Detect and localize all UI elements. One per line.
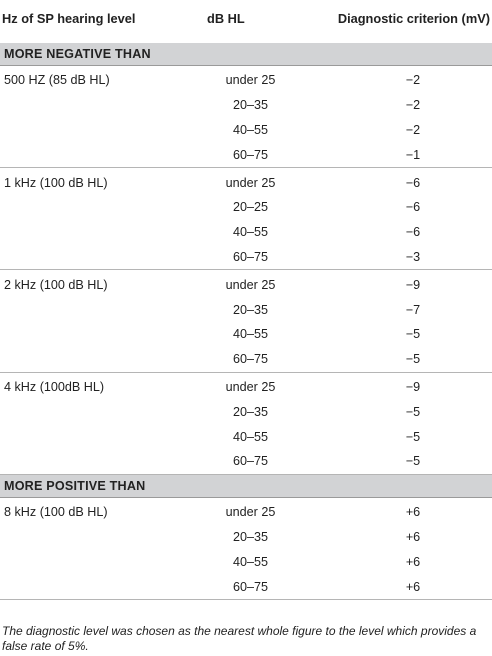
db-hl-cell: 20–35: [232, 404, 269, 419]
db-hl-cell: under 25: [225, 379, 276, 394]
table-row: [0, 93, 492, 118]
criterion-cell: −5: [405, 404, 421, 419]
table-row: [0, 525, 492, 550]
section-title: MORE NEGATIVE THAN: [0, 40, 492, 66]
frequency-cell: [0, 449, 193, 474]
table-row: [0, 372, 492, 399]
criterion-cell: −5: [405, 327, 421, 342]
db-hl-cell: 40–55: [232, 122, 269, 137]
frequency-cell: [0, 93, 193, 118]
frequency-cell: [0, 220, 193, 245]
db-hl-cell: 60–75: [193, 347, 328, 372]
frequency-cell: 2 kHz (100 dB HL): [4, 277, 108, 292]
criterion-cell: −7: [405, 302, 421, 317]
db-hl-cell: 40–55: [232, 554, 269, 569]
db-hl-cell: 60–75: [193, 245, 328, 270]
table-row: [0, 449, 492, 474]
db-hl-cell: 20–35: [232, 302, 269, 317]
frequency-cell: 1 kHz (100 dB HL): [4, 175, 108, 190]
db-hl-cell: 20–35: [232, 98, 269, 113]
criterion-cell: −1: [328, 142, 492, 167]
frequency-cell: 500 HZ (85 dB HL): [4, 73, 110, 88]
criterion-cell: +6: [405, 554, 421, 569]
header-db-hl: dB HL: [193, 0, 328, 40]
table-row: [0, 322, 492, 347]
db-hl-cell: 60–75: [193, 574, 328, 599]
header-criterion: Diagnostic criterion (mV): [328, 0, 492, 40]
frequency-cell: [0, 347, 193, 372]
criterion-cell: +6: [328, 574, 492, 599]
table-footnote: The diagnostic level was chosen as the nearest whole figure to the level which provides a false rate of 5%.: [2, 624, 477, 653]
table-row: [0, 220, 492, 245]
criterion-cell: −3: [328, 245, 492, 270]
table-row: [0, 549, 492, 574]
criterion-cell: −9: [405, 277, 421, 292]
criterion-cell: +6: [405, 529, 421, 544]
frequency-cell: 4 kHz (100dB HL): [4, 379, 105, 394]
table-row: [0, 142, 492, 167]
table-row: [0, 195, 492, 220]
table-row: [0, 297, 492, 322]
db-hl-cell: 60–75: [193, 142, 328, 167]
criterion-cell: −9: [405, 379, 421, 394]
frequency-cell: [0, 195, 193, 220]
frequency-cell: [0, 549, 193, 574]
criterion-cell: −2: [405, 98, 421, 113]
section-row: [0, 40, 492, 66]
criterion-cell: −2: [405, 122, 421, 137]
table-row: [0, 118, 492, 143]
criterion-cell: +6: [405, 505, 421, 520]
db-hl-cell: under 25: [225, 277, 276, 292]
db-hl-cell: under 25: [225, 175, 276, 190]
db-hl-cell: 40–55: [232, 429, 269, 444]
criterion-cell: −6: [405, 175, 421, 190]
table-row: [0, 168, 492, 195]
db-hl-cell: 40–55: [232, 225, 269, 240]
table-body: [0, 40, 492, 600]
table-row: [0, 497, 492, 524]
frequency-cell: 8 kHz (100 dB HL): [4, 505, 108, 520]
header-frequency: Hz of SP hearing level: [0, 0, 193, 40]
table-row: [0, 399, 492, 424]
frequency-cell: [0, 322, 193, 347]
frequency-cell: [0, 118, 193, 143]
criterion-cell: −6: [405, 200, 421, 215]
section-row: [0, 474, 492, 497]
table-row: [0, 245, 492, 270]
table-row: [0, 424, 492, 449]
section-title: MORE POSITIVE THAN: [0, 474, 492, 497]
frequency-cell: [0, 142, 193, 167]
frequency-cell: [0, 525, 193, 550]
frequency-cell: [0, 297, 193, 322]
frequency-cell: [0, 424, 193, 449]
frequency-cell: [0, 574, 193, 599]
db-hl-cell: 20–35: [232, 529, 269, 544]
criterion-cell: −6: [405, 225, 421, 240]
table-row: [0, 270, 492, 297]
table-row: [0, 347, 492, 372]
criterion-cell: −5: [328, 449, 492, 474]
db-hl-cell: under 25: [225, 505, 276, 520]
db-hl-cell: 20–25: [232, 200, 269, 215]
table-row: [0, 574, 492, 599]
frequency-cell: [0, 245, 193, 270]
db-hl-cell: 40–55: [232, 327, 269, 342]
criterion-cell: −5: [405, 429, 421, 444]
db-hl-cell: under 25: [225, 73, 276, 88]
criterion-cell: −2: [405, 73, 421, 88]
db-hl-cell: 60–75: [193, 449, 328, 474]
criterion-cell: −5: [328, 347, 492, 372]
header-row: [0, 0, 492, 40]
frequency-cell: [0, 399, 193, 424]
table-row: [0, 66, 492, 93]
